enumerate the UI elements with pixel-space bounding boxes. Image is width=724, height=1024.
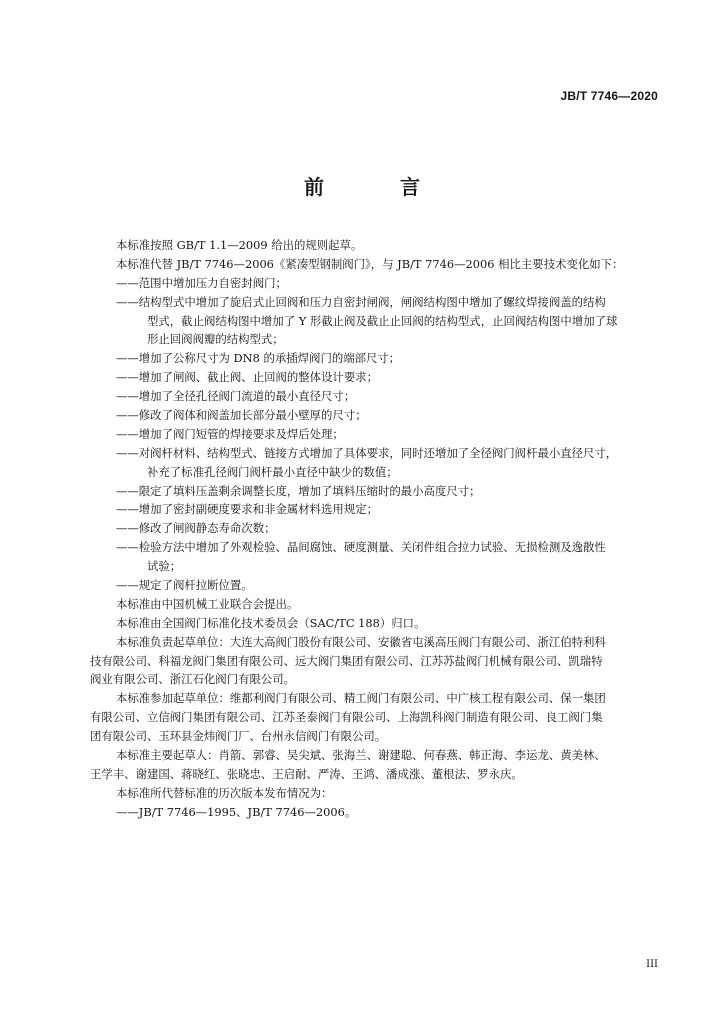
page-number: III bbox=[646, 959, 658, 970]
list-item: ——增加了公称尺寸为 DN8 的承插焊阀门的端部尺寸； bbox=[116, 351, 401, 366]
list-item: ——结构型式中增加了旋启式止回阀和压力自密封闸阀，闸阀结构图中增加了螺纹焊接阀盖的结构 bbox=[116, 294, 606, 309]
paragraph-line: 本标准由中国机械工业联合会提出。 bbox=[116, 596, 299, 611]
list-item: ——修改了阀体和阀盖加长部分最小壁厚的尺寸； bbox=[116, 408, 367, 423]
list-item-continuation: 试验； bbox=[147, 559, 182, 574]
paragraph-line: 王学丰、谢建国、蒋晓红、张晓忠、王启耐、严涛、王鸿、潘成涨、董根法、罗永庆。 bbox=[90, 766, 523, 781]
paragraph-line: 团有限公司、玉环县金炜阀门厂、台州永信阀门有限公司。 bbox=[90, 729, 387, 744]
list-item: ——增加了闸阀、截止阀、止回阀的整体设计要求； bbox=[116, 370, 378, 385]
paragraph-line: 本标准主要起草人：肖箭、郭睿、吴尖斌、张海兰、谢建聪、何春燕、韩正海、李运龙、黄美林、 bbox=[116, 748, 606, 763]
standard-number: JB/T 7746—2020 bbox=[560, 89, 658, 103]
list-item: ——限定了填料压盖剩余调整长度，增加了填料压缩时的最小高度尺寸； bbox=[116, 483, 481, 498]
paragraph-line: 本标准由全国阀门标准化技术委员会（SAC/TC 188）归口。 bbox=[116, 615, 426, 630]
list-item: ——范围中增加压力自密封阀门； bbox=[116, 275, 287, 290]
list-item-continuation: 补充了标准孔径阀门阀杆最小直径中缺少的数值； bbox=[147, 464, 398, 479]
paragraph-line: 本标准代替 JB/T 7746—2006《紧凑型钢制阀门》，与 JB/T 7746—2006 相比主要技术变化如下： bbox=[116, 256, 624, 271]
paragraph-line: 本标准负责起草单位：大连大高阀门股份有限公司、安徽省屯溪高压阀门有限公司、浙江伯特利科 bbox=[116, 634, 606, 649]
paragraph-line: 本标准所代替标准的历次版本发布情况为： bbox=[116, 785, 333, 800]
paragraph-line: 阀业有限公司、浙江石化阀门有限公司。 bbox=[90, 672, 296, 687]
list-item: ——规定了阀杆拉断位置。 bbox=[116, 578, 253, 593]
list-item: ——JB/T 7746—1995、JB/T 7746—2006。 bbox=[116, 804, 357, 819]
page-title: 前 言 bbox=[304, 175, 448, 199]
list-item: ——对阀杆材料、结构型式、链接方式增加了具体要求，同时还增加了全径阀门阀杆最小直径尺寸， bbox=[116, 445, 618, 460]
list-item: ——修改了闸阀静态寿命次数； bbox=[116, 521, 276, 536]
list-item: ——检验方法中增加了外观检验、晶间腐蚀、硬度测量、关闭件组合拉力试验、无损检测及逸散性 bbox=[116, 540, 606, 555]
paragraph-line: 本标准按照 GB/T 1.1—2009 给出的规则起草。 bbox=[116, 238, 363, 252]
list-item: ——增加了全径孔径阀门流道的最小直径尺寸； bbox=[116, 389, 356, 404]
paragraph-line: 有限公司、立信阀门集团有限公司、江苏圣泰阀门有限公司、上海凯科阀门制造有限公司、良工阀门集 bbox=[90, 710, 603, 725]
document-body bbox=[90, 236, 661, 822]
list-item-continuation: 型式，截止阀结构图中增加了 Y 形截止阀及截止止回阀的结构型式，止回阀结构图中增加了球 bbox=[147, 313, 618, 328]
list-item: ——增加了密封副硬度要求和非金属材料选用规定； bbox=[116, 502, 378, 517]
list-item-continuation: 形止回阀阀瓣的结构型式； bbox=[147, 332, 284, 347]
list-item: ——增加了阀门短管的焊接要求及焊后处理； bbox=[116, 426, 344, 441]
paragraph-line: 技有限公司、科福龙阀门集团有限公司、远大阀门集团有限公司、江苏苏盐阀门机械有限公司、凯瑞特 bbox=[90, 653, 603, 668]
paragraph-line: 本标准参加起草单位：维都利阀门有限公司、精工阀门有限公司、中广核工程有限公司、保一集团 bbox=[116, 691, 606, 706]
